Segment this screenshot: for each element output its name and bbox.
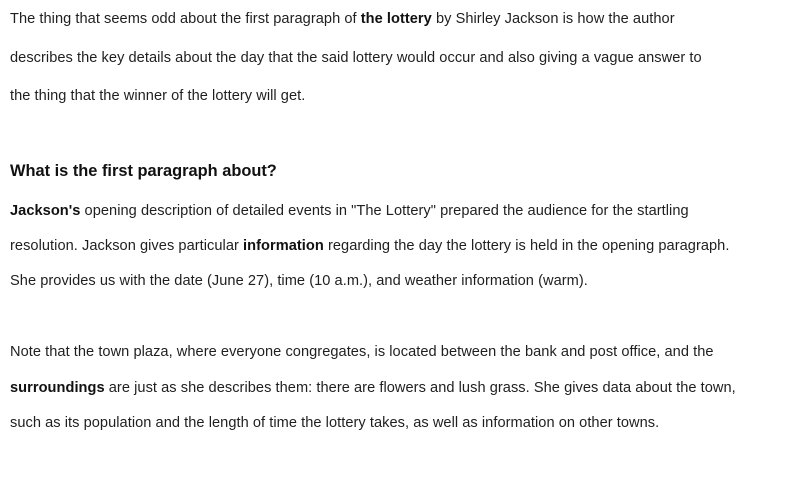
intro-line-2: describes the key details about the day that the said lottery would occur and also giving a vague answer to <box>10 50 702 66</box>
para2-line-3: such as its population and the length of time the lottery takes, as well as information on other towns. <box>10 415 660 431</box>
para2-bold-surroundings: surroundings <box>10 380 105 396</box>
section-heading: What is the first paragraph about? <box>10 162 277 180</box>
intro-line-1 <box>10 9 675 29</box>
intro-line-1-tail: by Shirley Jackson is how the author <box>431 11 675 27</box>
para2-line-2 <box>10 378 736 398</box>
para1-line-2-text: resolution. Jackson gives particular <box>10 238 244 254</box>
para1-line-1-text: opening description of detailed events in "The Lottery" prepared the audience for the startling <box>80 203 689 219</box>
para1-bold-jacksons: Jackson's <box>10 203 81 219</box>
para1-line-1 <box>10 201 689 221</box>
intro-line-1-text: The thing that seems odd about the first paragraph of <box>10 11 361 27</box>
para1-bold-information: information <box>243 238 324 254</box>
para1-line-3: She provides us with the date (June 27), time (10 a.m.), and weather information (warm). <box>10 273 588 289</box>
para1-line-2 <box>10 236 729 256</box>
intro-bold-the-lottery: the lottery <box>360 11 432 27</box>
intro-line-3: the thing that the winner of the lottery will get. <box>10 88 306 104</box>
para2-line-2-text: are just as she describes them: there are flowers and lush grass. She gives data about the town, <box>104 380 736 396</box>
para1-line-2-tail: regarding the day the lottery is held in the opening paragraph. <box>323 238 730 254</box>
para2-line-1: Note that the town plaza, where everyone congregates, is located between the bank and post office, and the <box>10 344 714 360</box>
